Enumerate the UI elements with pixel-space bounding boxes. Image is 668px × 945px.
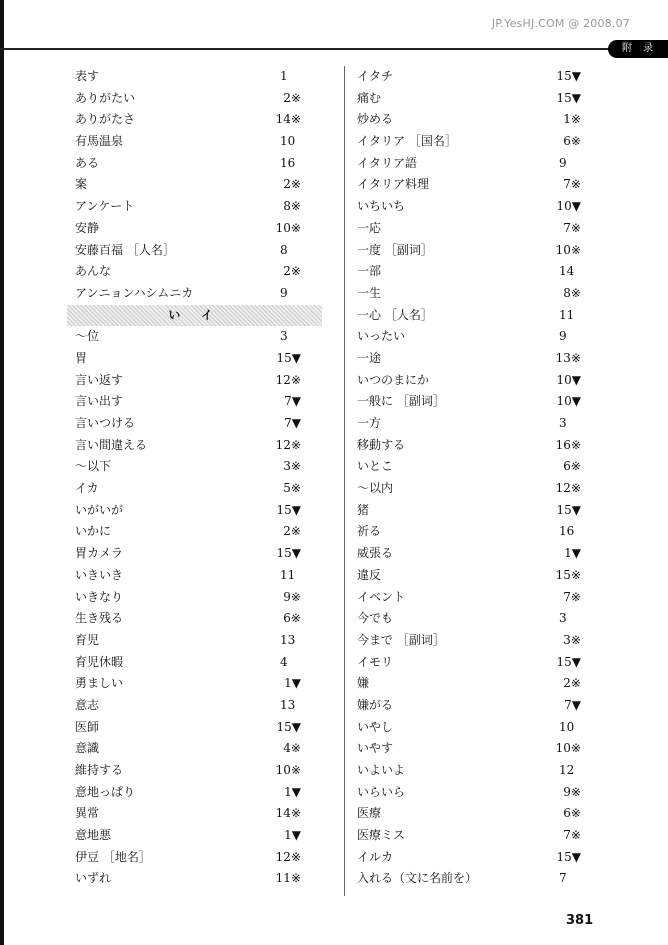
- index-entry: [75, 521, 315, 543]
- scan-edge: [0, 0, 4, 945]
- entry-lesson-number: 7※: [563, 177, 581, 192]
- entry-lesson-number: 15▼: [276, 502, 301, 517]
- entry-word: 医療: [357, 806, 382, 821]
- entry-word: いやし: [357, 719, 394, 734]
- entry-lesson-number: 15▼: [276, 350, 301, 365]
- entry-lesson-number: 9※: [563, 784, 581, 799]
- entry-word: 一途: [357, 350, 382, 365]
- entry-lesson-number: 3※: [563, 632, 581, 647]
- entry-word: 有馬温泉: [75, 134, 124, 149]
- index-entry: [357, 66, 589, 88]
- index-entry: [75, 413, 315, 435]
- index-entry: [357, 673, 589, 695]
- entry-lesson-number: 12※: [275, 437, 301, 452]
- index-entry: [357, 261, 589, 283]
- entry-lesson-number: 3※: [283, 459, 301, 474]
- entry-word: 今まで ［副词］: [357, 632, 445, 647]
- entry-word: アンケート: [75, 199, 135, 214]
- entry-lesson-number: 8: [280, 242, 288, 257]
- entry-word: いとこ: [357, 459, 394, 474]
- entry-lesson-number: 16: [559, 524, 575, 539]
- entry-lesson-number: 10▼: [556, 199, 581, 214]
- index-entry: [75, 370, 315, 392]
- entry-lesson-number: 4: [280, 654, 288, 669]
- index-entry: [357, 652, 589, 674]
- entry-word: 嫌: [357, 676, 370, 691]
- index-entry: [357, 88, 589, 110]
- entry-lesson-number: 7: [559, 871, 567, 886]
- entry-lesson-number: 10: [280, 134, 296, 149]
- entry-word: いきなり: [75, 589, 124, 604]
- index-entry: [357, 825, 589, 847]
- index-entry: [75, 131, 315, 153]
- entry-lesson-number: 2※: [563, 676, 581, 691]
- watermark: JP.YesHJ.COM @ 2008.07: [491, 17, 630, 30]
- index-entry: [357, 196, 589, 218]
- entry-word: 一般に ［副词］: [357, 394, 445, 409]
- index-entry: [75, 825, 315, 847]
- entry-lesson-number: 15▼: [276, 719, 301, 734]
- entry-lesson-number: 13: [280, 697, 296, 712]
- entry-word: 生き残る: [75, 611, 124, 626]
- entry-word: 胃: [75, 350, 88, 365]
- entry-word: 言いつける: [75, 416, 136, 430]
- entry-word: 威張る: [357, 546, 394, 561]
- entry-lesson-number: 6※: [283, 611, 301, 626]
- entry-word: イタチ: [357, 69, 394, 83]
- page-number: 381: [566, 913, 594, 928]
- entry-word: 維持する: [75, 763, 124, 777]
- entry-word: ありがたさ: [75, 112, 136, 127]
- index-entry: [357, 131, 589, 153]
- entry-word: イタリア料理: [357, 177, 430, 192]
- entry-word: いがいが: [75, 502, 124, 517]
- entry-lesson-number: 14: [559, 264, 575, 279]
- index-entry: [75, 587, 315, 609]
- entry-lesson-number: 10※: [555, 741, 581, 756]
- index-entry: [75, 218, 315, 240]
- index-entry: [357, 240, 589, 262]
- index-entry: [75, 326, 315, 348]
- entry-lesson-number: 14※: [275, 112, 301, 127]
- index-entry: [75, 348, 315, 370]
- index-entry: [75, 868, 315, 890]
- entry-lesson-number: 12: [559, 763, 575, 777]
- entry-word: 今でも: [357, 611, 394, 626]
- entry-word: 祈る: [357, 524, 382, 539]
- index-entry: [357, 565, 589, 587]
- index-entry: [75, 565, 315, 587]
- index-entry: [75, 500, 315, 522]
- entry-word: 異常: [75, 806, 100, 821]
- entry-word: ありがたい: [75, 90, 136, 105]
- entry-lesson-number: 13※: [555, 350, 581, 365]
- entry-word: イタリア語: [357, 155, 418, 170]
- index-entry: [357, 500, 589, 522]
- entry-word: 一心 ［人名］: [357, 307, 433, 322]
- entry-lesson-number: 15▼: [276, 546, 301, 561]
- index-entry: [75, 738, 315, 760]
- entry-lesson-number: 9※: [283, 589, 301, 604]
- entry-lesson-number: 2※: [283, 177, 301, 192]
- index-entry: [75, 608, 315, 630]
- entry-lesson-number: 5※: [283, 481, 301, 496]
- index-entry: [357, 587, 589, 609]
- index-entry: [357, 413, 589, 435]
- entry-lesson-number: 11: [280, 567, 296, 582]
- entry-word: 意識: [75, 741, 100, 756]
- index-entry: [75, 435, 315, 457]
- index-entry: [357, 391, 589, 413]
- entry-lesson-number: 7▼: [284, 416, 301, 430]
- index-entry: [75, 847, 315, 869]
- index-entry: [75, 782, 315, 804]
- entry-word: 言い返す: [75, 372, 124, 387]
- index-entry: [357, 608, 589, 630]
- entry-word: いきいき: [75, 567, 124, 582]
- entry-lesson-number: 9: [280, 285, 288, 300]
- index-column-left: [75, 66, 315, 890]
- entry-lesson-number: 1▼: [284, 828, 301, 843]
- entry-lesson-number: 7※: [563, 828, 581, 843]
- index-entry: [357, 174, 589, 196]
- entry-lesson-number: 1: [280, 69, 288, 83]
- entry-lesson-number: 10※: [555, 242, 581, 257]
- index-entry: [75, 240, 315, 262]
- index-entry: [75, 66, 315, 88]
- index-entry: [75, 174, 315, 196]
- index-entry: [75, 717, 315, 739]
- appendix-tab: 附 录: [608, 40, 668, 58]
- index-column-right: [357, 66, 589, 890]
- index-entry: [75, 652, 315, 674]
- index-entry: [357, 478, 589, 500]
- index-entry: [75, 261, 315, 283]
- entry-word: イタリア ［国名］: [357, 134, 457, 149]
- entry-lesson-number: 7※: [563, 220, 581, 235]
- header-rule: [0, 48, 615, 50]
- entry-word: 安静: [75, 220, 100, 235]
- index-entry: [357, 630, 589, 652]
- index-entry: [75, 630, 315, 652]
- index-entry: [357, 348, 589, 370]
- index-entry: [75, 543, 315, 565]
- index-entry: [357, 218, 589, 240]
- entry-word: 勇ましい: [75, 676, 124, 691]
- entry-word: イモリ: [357, 654, 394, 669]
- entry-word: 意地っぱり: [75, 784, 136, 799]
- index-entry: [75, 196, 315, 218]
- entry-word: 安藤百福 ［人名］: [75, 242, 175, 257]
- entry-word: 育児休暇: [75, 654, 124, 669]
- entry-word: いやす: [357, 741, 394, 756]
- entry-lesson-number: 14※: [275, 806, 301, 821]
- entry-lesson-number: 1※: [563, 112, 581, 127]
- index-entry: [357, 326, 589, 348]
- index-entry: [75, 803, 315, 825]
- entry-lesson-number: 6※: [563, 134, 581, 149]
- entry-word: 痛む: [357, 90, 382, 105]
- entry-word: いずれ: [75, 871, 112, 886]
- entry-lesson-number: 10▼: [556, 372, 581, 387]
- entry-word: 言い出す: [75, 394, 124, 409]
- entry-lesson-number: 16※: [555, 437, 581, 452]
- entry-lesson-number: 2※: [283, 90, 301, 105]
- entry-word: 一応: [357, 220, 382, 235]
- index-entry: [75, 109, 315, 131]
- index-entry: [75, 283, 315, 305]
- entry-word: 嫌がる: [357, 697, 394, 712]
- entry-lesson-number: 7※: [563, 589, 581, 604]
- index-entry: [357, 760, 589, 782]
- entry-word: イルカ: [357, 849, 394, 864]
- entry-word: いつのまにか: [357, 372, 430, 387]
- index-entry: [75, 153, 315, 175]
- index-entry: [75, 760, 315, 782]
- index-entry: [357, 435, 589, 457]
- index-entry: [357, 847, 589, 869]
- entry-lesson-number: 15※: [555, 567, 581, 582]
- entry-lesson-number: 7▼: [284, 394, 301, 409]
- entry-lesson-number: 11※: [275, 871, 301, 886]
- entry-lesson-number: 10※: [275, 763, 301, 777]
- index-entry: [357, 868, 589, 890]
- index-entry: [357, 305, 589, 327]
- entry-lesson-number: 15▼: [556, 90, 581, 105]
- entry-word: 炒める: [357, 112, 394, 127]
- index-entry: [357, 283, 589, 305]
- entry-word: 伊豆 ［地名］: [75, 849, 151, 864]
- index-entry: [357, 370, 589, 392]
- entry-lesson-number: 1▼: [564, 546, 581, 561]
- entry-word: 意志: [75, 697, 100, 712]
- entry-word: 一度 ［副词］: [357, 242, 433, 257]
- entry-lesson-number: 10※: [275, 220, 301, 235]
- entry-lesson-number: 10▼: [556, 394, 581, 409]
- entry-lesson-number: 6※: [563, 459, 581, 474]
- entry-lesson-number: 15▼: [556, 849, 581, 864]
- index-entry: [75, 391, 315, 413]
- entry-lesson-number: 10: [559, 719, 575, 734]
- entry-word: いちいち: [357, 199, 406, 214]
- index-entry: [357, 717, 589, 739]
- index-entry: [357, 738, 589, 760]
- entry-word: イベント: [357, 589, 406, 604]
- entry-lesson-number: 12※: [275, 849, 301, 864]
- section-heading: い イ: [67, 305, 322, 327]
- entry-lesson-number: 1▼: [284, 676, 301, 691]
- index-entry: [357, 521, 589, 543]
- entry-word: 言い間違える: [75, 437, 148, 452]
- entry-word: 育児: [75, 632, 100, 647]
- entry-word: 猪: [357, 502, 370, 517]
- entry-word: アンニョンハシムニカ: [75, 285, 194, 300]
- entry-lesson-number: 15▼: [556, 502, 581, 517]
- index-entry: [357, 782, 589, 804]
- entry-word: いよいよ: [357, 763, 406, 777]
- entry-lesson-number: 16: [280, 155, 296, 170]
- entry-word: イカ: [75, 481, 99, 496]
- column-divider: [344, 66, 345, 896]
- entry-lesson-number: 3: [559, 416, 567, 430]
- entry-lesson-number: 7▼: [564, 697, 581, 712]
- entry-word: いらいら: [357, 784, 406, 799]
- index-entry: [357, 109, 589, 131]
- entry-word: 医師: [75, 719, 100, 734]
- entry-word: いかに: [75, 524, 112, 539]
- entry-word: いったい: [357, 329, 406, 344]
- entry-word: あんな: [75, 264, 112, 279]
- entry-word: 入れる（文に名前を）: [357, 871, 478, 886]
- entry-lesson-number: 12※: [275, 372, 301, 387]
- entry-word: 表す: [75, 69, 100, 83]
- index-entry: [75, 456, 315, 478]
- entry-word: ～位: [75, 329, 100, 344]
- entry-lesson-number: 15▼: [556, 69, 581, 83]
- entry-lesson-number: 4※: [283, 741, 301, 756]
- entry-lesson-number: 15▼: [556, 654, 581, 669]
- index-entry: [357, 695, 589, 717]
- entry-lesson-number: 3: [559, 611, 567, 626]
- entry-word: 案: [75, 177, 88, 192]
- entry-word: 一部: [357, 264, 382, 279]
- entry-lesson-number: 2※: [283, 264, 301, 279]
- entry-word: 医療ミス: [357, 828, 406, 843]
- entry-lesson-number: 8※: [283, 199, 301, 214]
- entry-lesson-number: 13: [280, 632, 296, 647]
- entry-lesson-number: 3: [280, 329, 288, 344]
- entry-word: ～以内: [357, 481, 394, 496]
- index-entry: [357, 153, 589, 175]
- entry-word: 一生: [357, 285, 382, 300]
- entry-lesson-number: 1▼: [284, 784, 301, 799]
- entry-word: 胃カメラ: [75, 546, 124, 561]
- entry-lesson-number: 8※: [563, 285, 581, 300]
- index-entry: [357, 456, 589, 478]
- index-entry: [75, 673, 315, 695]
- entry-word: 意地悪: [75, 828, 112, 843]
- entry-lesson-number: 6※: [563, 806, 581, 821]
- entry-word: 違反: [357, 567, 382, 582]
- entry-lesson-number: 12※: [555, 481, 581, 496]
- entry-word: ある: [75, 155, 100, 170]
- entry-lesson-number: 9: [559, 155, 567, 170]
- entry-lesson-number: 2※: [283, 524, 301, 539]
- index-entry: [75, 695, 315, 717]
- entry-word: 一方: [357, 416, 382, 430]
- index-entry: [357, 803, 589, 825]
- entry-lesson-number: 9: [559, 329, 567, 344]
- index-entry: [75, 88, 315, 110]
- index-entry: [75, 478, 315, 500]
- entry-lesson-number: 11: [559, 307, 575, 322]
- entry-word: ～以下: [75, 459, 112, 474]
- index-entry: [357, 543, 589, 565]
- entry-word: 移動する: [357, 437, 406, 452]
